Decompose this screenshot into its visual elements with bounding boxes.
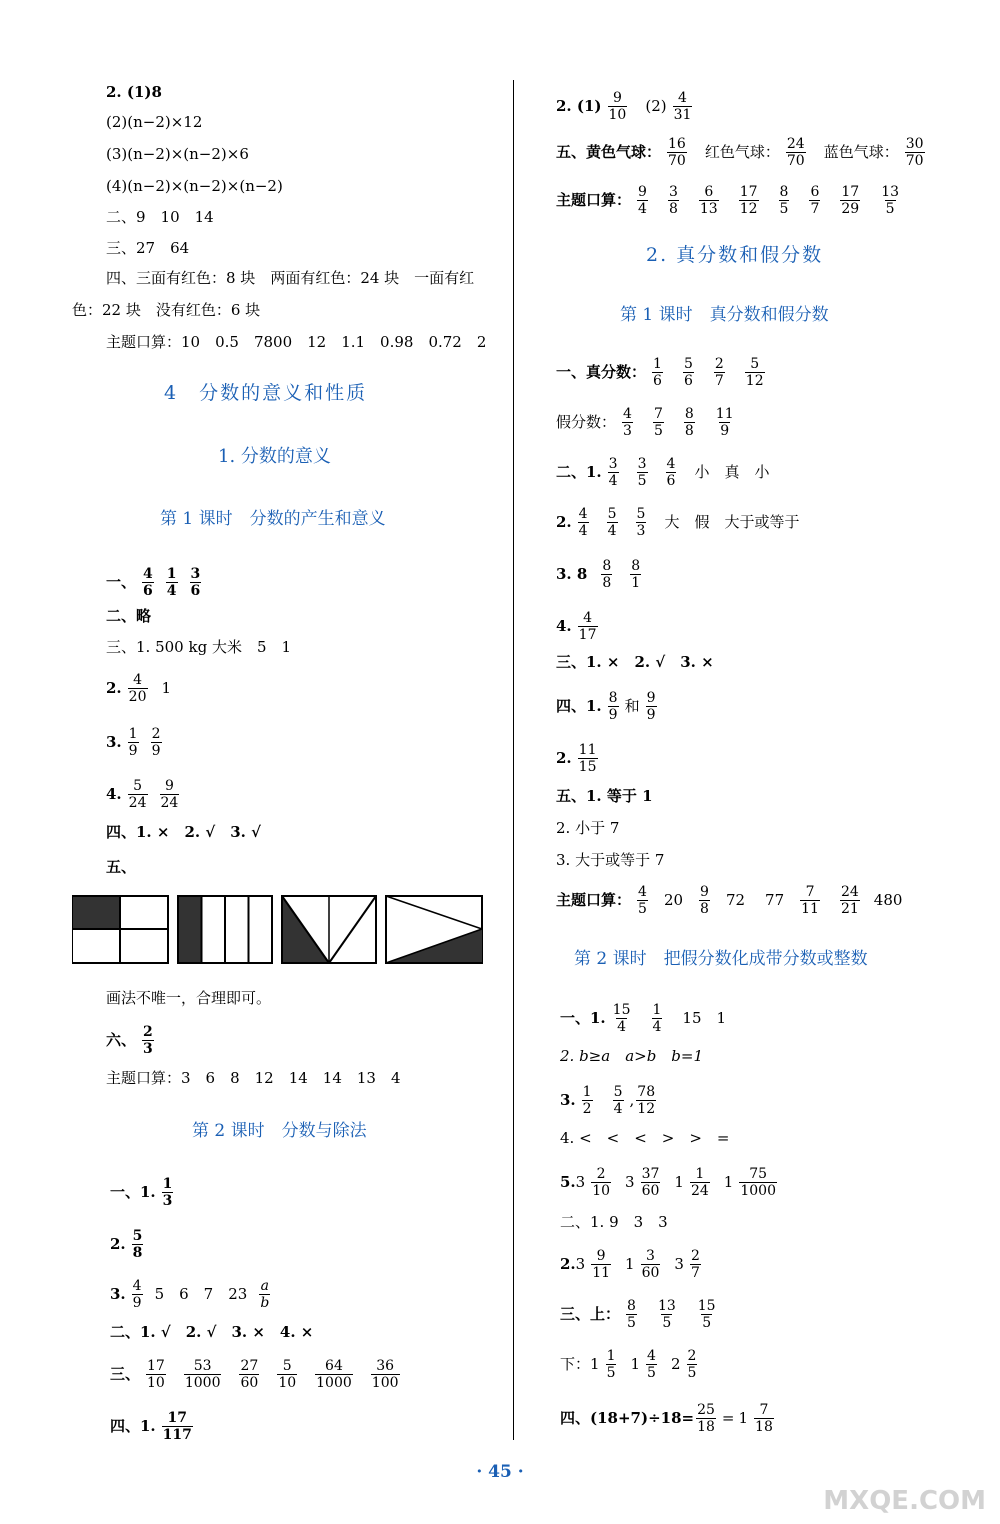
fraction: $\frac{9}{8}$ — [700, 883, 709, 917]
answer-line: 二、略 — [106, 607, 152, 625]
label: 四、(18+7)÷18= — [560, 1409, 695, 1427]
answer-line: 色：22 块 没有红色：6 块 — [72, 301, 261, 319]
mixed-number: 2 $\frac{2}{5}$ — [670, 1347, 697, 1381]
fraction: $\frac{8}{9}$ — [608, 689, 618, 723]
fraction: $\frac{1}{9}$ — [128, 725, 138, 759]
fraction: $\frac{8}{8}$ — [602, 557, 612, 591]
fraction: $\frac{8}{8}$ — [684, 405, 694, 439]
value: 77 — [765, 891, 785, 909]
fraction: $\frac{15}{4}$ — [612, 1001, 631, 1035]
answer-line: 2. 小于 7 — [556, 819, 620, 837]
fraction: $\frac{1}{3}$ — [162, 1175, 173, 1209]
answer-line — [106, 1020, 160, 1060]
answer-line: 四、1. × 2. √ 3. √ — [106, 823, 261, 841]
fraction: $\frac{2}{3}$ — [143, 1023, 153, 1057]
answer-line: 三、1. × 2. √ 3. × — [556, 653, 714, 671]
answer-line: 3. 大于或等于 7 — [556, 851, 665, 869]
fraction: $\frac{1}{4}$ — [652, 1001, 662, 1035]
label: 2. — [556, 513, 572, 531]
lesson-title: 第 1 课时 真分数和假分数 — [620, 305, 829, 325]
diagram-rect-strips — [178, 896, 272, 963]
answer-line: 二、1. √ 2. √ 3. × 4. × — [110, 1323, 314, 1341]
value: 15 1 — [682, 1009, 727, 1027]
fraction: $\frac{4}{20}$ — [128, 671, 147, 705]
answer-line: (3)(n−2)×(n−2)×6 — [106, 145, 249, 163]
answer-line — [106, 722, 168, 762]
fraction: $\frac{11}{9}$ — [715, 405, 734, 439]
fraction: $\frac{27}{60}$ — [240, 1357, 259, 1391]
fraction: $\frac{8}{1}$ — [631, 557, 641, 591]
kousuan-line — [556, 180, 906, 220]
label: 3. — [110, 1285, 126, 1303]
fraction: $\frac{5}{4}$ — [607, 505, 617, 539]
answer-line — [556, 352, 771, 392]
value: 5 6 7 23 — [154, 1285, 248, 1303]
answer-line — [556, 86, 698, 126]
diagram-rect-triangles — [282, 896, 376, 963]
fraction: $\frac{11}{15}$ — [578, 741, 597, 775]
note-line: 画法不唯一，合理即可。 — [106, 989, 272, 1007]
answer-line — [560, 1398, 780, 1438]
fraction: $\frac{5}{24}$ — [128, 777, 147, 811]
answer-line — [106, 562, 207, 602]
label: 2. — [106, 679, 122, 697]
lesson-title: 第 1 课时 分数的产生和意义 — [160, 509, 386, 529]
mixed-number: 3 $\frac{9}{11}$ — [575, 1247, 611, 1281]
fraction: $\frac{13}{5}$ — [881, 183, 900, 217]
value: , — [629, 1091, 635, 1109]
answer-line — [556, 502, 799, 542]
answer-line: 三、27 64 — [106, 239, 190, 257]
label: 2. — [110, 1235, 126, 1253]
answer-line: 2. b≥a a>b b=1 — [560, 1047, 704, 1065]
fraction: $\frac{1}{4}$ — [166, 565, 177, 599]
answer-line — [110, 1354, 406, 1394]
value: 480 — [873, 891, 903, 909]
fraction: $\frac{5}{10}$ — [278, 1357, 297, 1391]
fraction: $\frac{17}{117}$ — [162, 1409, 192, 1443]
label: 一、1. — [110, 1183, 156, 1201]
answer-line — [560, 1294, 723, 1334]
label: 三、 — [110, 1365, 141, 1383]
answer-line: 二、9 10 14 — [106, 208, 214, 226]
fraction: $\frac{15}{5}$ — [697, 1297, 716, 1331]
value: 1 — [161, 679, 172, 697]
fraction: $\frac{25}{18}$ — [697, 1401, 715, 1435]
answer-line — [106, 774, 185, 814]
label: 3. 8 — [556, 565, 588, 583]
fraction: $\frac{5}{6}$ — [683, 355, 693, 389]
answer-line — [560, 1244, 715, 1284]
label: 六、 — [106, 1031, 137, 1049]
value: 小 真 小 — [694, 463, 770, 481]
mixed-number: 3 $\frac{37}{60}$ — [625, 1165, 660, 1199]
chapter-title: 4 分数的意义和性质 — [164, 382, 368, 404]
answer-line: 二、1. 9 3 3 — [560, 1213, 668, 1231]
answer-line: (4)(n−2)×(n−2)×(n−2) — [106, 177, 283, 195]
value: 20 — [663, 891, 684, 909]
page-number: · 45 · — [476, 1462, 524, 1482]
fraction: $\frac{6}{7}$ — [810, 183, 820, 217]
answer-line — [556, 402, 741, 442]
label: 4. — [556, 617, 572, 635]
answer-line — [556, 738, 604, 778]
lesson-title: 第 2 课时 分数与除法 — [192, 1121, 367, 1141]
label: 主题口算： — [556, 191, 632, 209]
answer-line: (2)(n−2)×12 — [106, 113, 203, 131]
answer-line — [556, 132, 931, 172]
fraction: $\frac{a}{b}$ — [260, 1277, 270, 1311]
fraction: $\frac{17}{10}$ — [147, 1357, 165, 1391]
value: 1 — [738, 1409, 749, 1427]
fraction: $\frac{5}{3}$ — [636, 505, 646, 539]
fraction: $\frac{8}{5}$ — [779, 183, 789, 217]
fraction: $\frac{3}{5}$ — [637, 455, 647, 489]
answer-line — [110, 1172, 179, 1212]
label: 下： — [560, 1355, 591, 1373]
answer-line — [560, 1080, 662, 1120]
fraction: $\frac{2}{9}$ — [151, 725, 161, 759]
fraction: $\frac{4}{3}$ — [623, 405, 632, 439]
label: 2. (1) — [556, 97, 602, 115]
answer-line — [560, 1162, 791, 1202]
fraction: $\frac{9}{24}$ — [160, 777, 179, 811]
fraction: $\frac{4}{31}$ — [673, 89, 692, 123]
section-title: 1. 分数的意义 — [218, 446, 331, 467]
fraction: $\frac{9}{9}$ — [646, 689, 656, 723]
answer-line: 五、 — [106, 858, 137, 876]
label: 蓝色气球： — [823, 143, 899, 161]
fraction: $\frac{4}{6}$ — [143, 565, 153, 599]
mixed-number: 1 $\frac{1}{24}$ — [674, 1165, 709, 1199]
answer-line — [110, 1274, 276, 1314]
mixed-number: 1 $\frac{4}{5}$ — [630, 1347, 656, 1381]
column-divider — [513, 80, 514, 1440]
label: 3. — [106, 733, 122, 751]
fraction: $\frac{5}{8}$ — [132, 1227, 143, 1261]
answer-line — [110, 1224, 149, 1264]
fraction: $\frac{7}{11}$ — [801, 883, 819, 917]
lesson-title: 第 2 课时 把假分数化成带分数或整数 — [574, 949, 868, 969]
fraction: $\frac{13}{5}$ — [657, 1297, 676, 1331]
fraction: $\frac{4}{17}$ — [578, 609, 597, 643]
fraction: $\frac{3}{8}$ — [668, 183, 678, 217]
fraction: $\frac{5}{4}$ — [613, 1083, 623, 1117]
diagram-rect-diagonal — [386, 896, 482, 963]
value: = — [721, 1409, 735, 1427]
fraction: $\frac{3}{6}$ — [190, 565, 201, 599]
label: 红色气球： — [704, 143, 780, 161]
fraction: $\frac{7}{5}$ — [653, 405, 663, 439]
label: 一、真分数： — [556, 363, 647, 381]
kousuan-line: 主题口算：3 6 8 12 14 14 13 4 — [106, 1069, 401, 1087]
label: 和 — [624, 697, 640, 715]
fraction: $\frac{9}{10}$ — [608, 89, 627, 123]
fraction: $\frac{4}{6}$ — [666, 455, 676, 489]
fraction: $\frac{17}{29}$ — [841, 183, 860, 217]
label: (2) — [645, 97, 667, 115]
fraction: $\frac{53}{1000}$ — [184, 1357, 221, 1391]
value: 大 假 大于或等于 — [664, 513, 800, 531]
answer-line — [556, 554, 647, 594]
answer-line: 五、1. 等于 1 — [556, 787, 653, 805]
answer-line — [110, 1406, 199, 1446]
fraction: $\frac{78}{12}$ — [637, 1083, 656, 1117]
mixed-number: 1 $\frac{75}{1000}$ — [723, 1165, 776, 1199]
kousuan-line — [556, 880, 910, 920]
label: 5. — [560, 1173, 576, 1191]
fraction: $\frac{5}{12}$ — [745, 355, 764, 389]
mixed-number: 3 $\frac{2}{10}$ — [575, 1165, 611, 1199]
answer-line — [556, 452, 769, 492]
label: 五、黄色气球： — [556, 143, 662, 161]
label: 2. — [556, 749, 572, 767]
fraction: $\frac{64}{1000}$ — [316, 1357, 352, 1391]
fraction: $\frac{4}{9}$ — [132, 1277, 142, 1311]
fraction: $\frac{2}{7}$ — [714, 355, 724, 389]
fraction: $\frac{24}{70}$ — [786, 135, 805, 169]
label: 2. — [560, 1255, 576, 1273]
label: 假分数： — [556, 413, 617, 431]
answer-line — [556, 686, 663, 726]
fraction: $\frac{30}{70}$ — [905, 135, 924, 169]
answer-line: 2. (1)8 — [106, 83, 162, 101]
label: 四、1. — [110, 1417, 156, 1435]
label: 三、上： — [560, 1305, 621, 1323]
fraction: $\frac{6}{13}$ — [699, 183, 718, 217]
diagram-rect-quarters — [72, 896, 168, 963]
shaded-diagrams — [72, 895, 484, 965]
label: 二、1. — [556, 463, 602, 481]
answer-line: 4. < < < > > = — [560, 1129, 730, 1147]
fraction: $\frac{24}{21}$ — [840, 883, 859, 917]
fraction: $\frac{7}{18}$ — [755, 1401, 773, 1435]
fraction: $\frac{16}{70}$ — [668, 135, 686, 169]
answer-line — [556, 606, 604, 646]
fraction: $\frac{4}{5}$ — [638, 883, 647, 917]
value: 72 — [725, 891, 746, 909]
fraction: $\frac{4}{4}$ — [578, 505, 588, 539]
answer-line — [560, 1344, 711, 1384]
label: 一、1. — [560, 1009, 606, 1027]
label: 主题口算： — [556, 891, 632, 909]
answer-line: 四、三面有红色：8 块 两面有红色：24 块 一面有红 — [106, 269, 475, 287]
mixed-number: 3 $\frac{2}{7}$ — [674, 1247, 700, 1281]
fraction: $\frac{1}{6}$ — [653, 355, 662, 389]
label: 一、 — [106, 573, 137, 591]
label: 四、1. — [556, 697, 602, 715]
answer-line — [106, 668, 171, 708]
answer-line — [560, 998, 726, 1038]
fraction: $\frac{1}{2}$ — [582, 1083, 592, 1117]
kousuan-line: 主题口算：10 0.5 7800 12 1.1 0.98 0.72 2 — [106, 333, 487, 351]
section-title: 2. 真分数和假分数 — [646, 244, 824, 266]
watermark: MXQE.COM — [823, 1486, 986, 1516]
fraction: $\frac{9}{4}$ — [638, 183, 647, 217]
answer-line: 三、1. 500 kg 大米 5 1 — [106, 638, 292, 656]
fraction: $\frac{36}{100}$ — [371, 1357, 399, 1391]
mixed-number: 1 $\frac{1}{5}$ — [590, 1347, 616, 1381]
label: 3. — [560, 1091, 576, 1109]
mixed-number: 1 $\frac{3}{60}$ — [625, 1247, 660, 1281]
fraction: $\frac{3}{4}$ — [608, 455, 618, 489]
fraction: $\frac{8}{5}$ — [627, 1297, 636, 1331]
label: 4. — [106, 785, 122, 803]
fraction: $\frac{17}{12}$ — [739, 183, 758, 217]
